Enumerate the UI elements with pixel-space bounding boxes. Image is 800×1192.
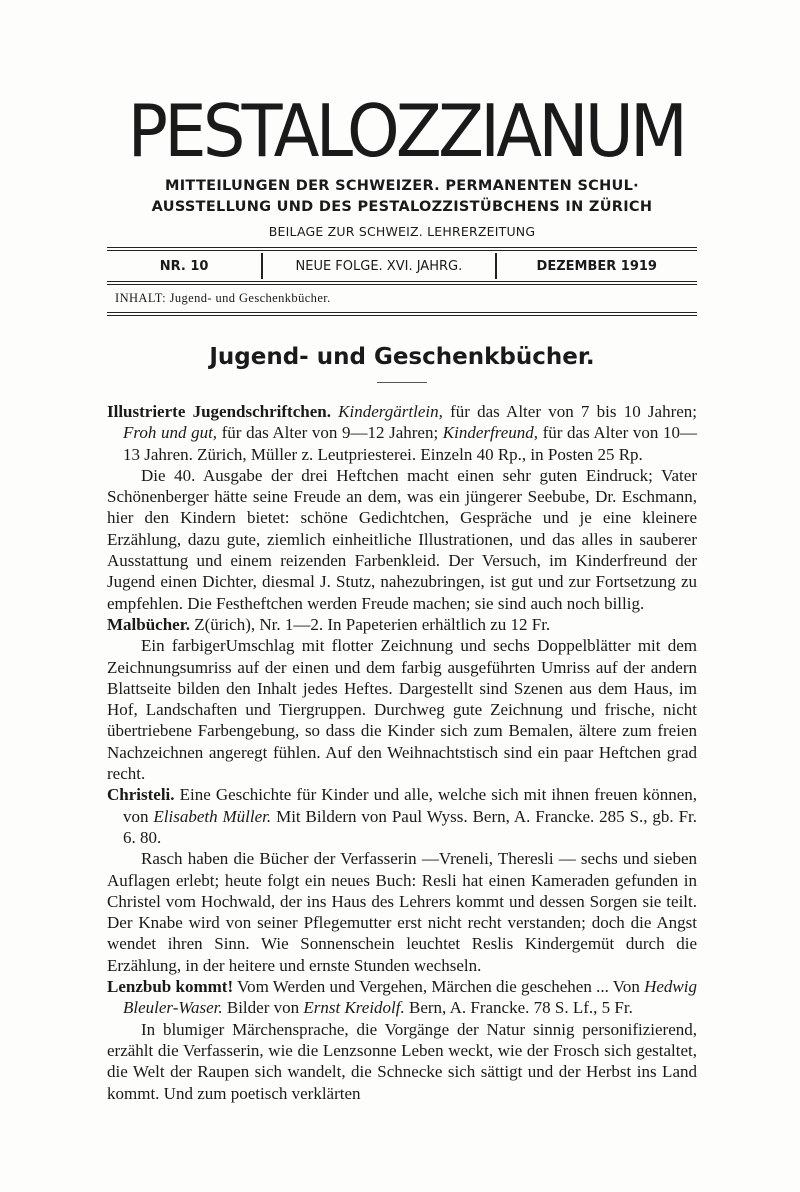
review-text: Rasch haben die Bücher der Verfasserin —Vreneli, Theresli — sechs und sieben Auflagen erlebt; heute folgt ein neues Buch: Resli hat einen Kameraden gefunden in Christel vom Hochwald, der ins Haus des Lehrers kommt und dessen Sorgen sie teilt. Der Knabe wird von seiner Pflegemutter erst nicht recht verstanden; doch die Angst wendet ihren Sinn. Wie Sonnenschein leuchtet Reslis Kindergemüt durch die Erzählung, in der heitere und ernste Stunden wechseln. — [107, 849, 697, 975]
entry-title: Lenzbub kommt! — [107, 977, 234, 997]
double-rule — [107, 312, 697, 316]
entry-details: für das Alter von 10—13 Jahren. Zürich, Müller z. Leutpriesterei. Einzeln 40 Rp., in Posten 25 Rp. — [123, 423, 697, 464]
issue-number: NR. 10 — [159, 258, 209, 274]
entry-title: Illustrierte Jugendschriftchen. — [107, 402, 331, 421]
table-of-contents — [107, 285, 697, 312]
masthead-subtitle-line1: MITTEILUNGEN DER SCHWEIZER. PERMANENTEN SCHUL· — [165, 178, 639, 194]
entry-christeli — [107, 784, 697, 848]
book-title: Froh und gut, — [123, 423, 218, 443]
author-name: Hedwig Bleuler-Waser. — [123, 977, 697, 1018]
entry-details: Bern, A. Francke. 78 S. Lf., 5 Fr. — [404, 998, 633, 1018]
contents-label: INHALT: — [115, 291, 167, 305]
review-text: Ein farbigerUmschlag mit flotter Zeichnung und sechs Doppelblätter mit dem Zeichnungsumriss auf der einen und dem farbig ausgeführten Umriss auf der andern Blattseite bilden den Inhalt jedes Heftes. Dargestellt sind Szenen aus dem Haus, im Hof, Landschaften und Tiergruppen. Durchweg gute Zeichnung und frische, nicht übertriebene Farbengebung, so dass die Kinder sich zum Bemalen, ältere zum freien Nachzeichnen angeregt fühlen. Auf den Weihnachtstisch sind ein paar Heftchen grad recht. — [107, 636, 697, 784]
entry-details: Vom Werden und Vergehen, Märchen die geschehen ... Von — [233, 977, 645, 997]
book-title: Kindergärtlein, — [338, 402, 443, 421]
entry-malbuecher — [107, 614, 697, 635]
contents-text: Jugend- und Geschenkbücher. — [169, 291, 331, 305]
issue-date: DEZEMBER 1919 — [536, 258, 657, 274]
issue-bar — [107, 251, 697, 281]
review-text: Die 40. Ausgabe der drei Heftchen macht einen sehr guten Eindruck; Vater Schönenberger hätte seine Freude an dem, was ein jüngerer Seebube, Dr. Eschmann, hier den Kindern bietet: schöne Gedichtchen, Gespräche und je eine kleinere Erzählung, dazu gute, ziemlich einheitliche Illustrationen, und das alles in sauberer Ausstattung und einem reizenden Farbenkleid. Der Versuch, im Kinderfreund der Jugend einen Dichter, diesmal J. Stutz, nahezubringen, ist gut und zur Fortsetzung zu empfehlen. Die Festheftchen werden Freude machen; sie sind auch noch billig. — [107, 465, 697, 613]
entry-details: für das Alter von 7 bis 10 Jahren; — [442, 402, 698, 421]
entry-details: für das Alter von 9—12 Jahren; — [217, 423, 443, 443]
entry-details: Bilder von — [222, 998, 304, 1018]
newsletter-page — [107, 88, 697, 1104]
masthead-title: PESTALOZZIANUM — [127, 89, 685, 173]
heading-rule — [377, 382, 427, 383]
section-heading: Jugend- und Geschenkbücher. — [209, 344, 595, 370]
entry-details: Z(ürich), Nr. 1—2. In Papeterien erhältlich zu 12 Fr. — [189, 614, 551, 634]
masthead — [107, 88, 697, 241]
entry-title: Christeli. — [107, 785, 175, 805]
entry-title: Malbücher. — [107, 614, 190, 634]
review-text: In blumiger Märchensprache, die Vorgänge der Natur sinnig personifizierend, erzählt die Verfasserin, wie die Lenzsonne Leben weckt, wie der Frosch sich gestaltet, die Welt der Raupen sich wandelt, die Schnecke sich sättigt und der Herbst ins Land kommt. Und zum poetisch verklärten — [107, 1019, 697, 1103]
illustrator-name: Ernst Kreidolf. — [303, 998, 405, 1018]
article — [107, 401, 697, 1104]
entry-details: Eine Geschichte für Kinder und alle, welche sich mit ihnen freuen können, von — [123, 785, 697, 826]
issue-series: NEUE FOLGE. XVI. JAHRG. — [295, 258, 463, 274]
entry-jugendschriftchen — [107, 401, 697, 465]
author-name: Elisabeth Müller. — [153, 806, 272, 826]
book-title: Kinderfreund, — [442, 423, 539, 443]
masthead-subtitle-line2: AUSSTELLUNG UND DES PESTALOZZISTÜBCHENS IN ZÜRICH — [151, 199, 653, 215]
masthead-supplement: BEILAGE ZUR SCHWEIZ. LEHRERZEITUNG — [268, 224, 536, 239]
entry-lenzbub — [107, 976, 697, 1019]
entry-details: Mit Bildern von Paul Wyss. Bern, A. Francke. 285 S., gb. Fr. 6. 80. — [123, 806, 698, 847]
